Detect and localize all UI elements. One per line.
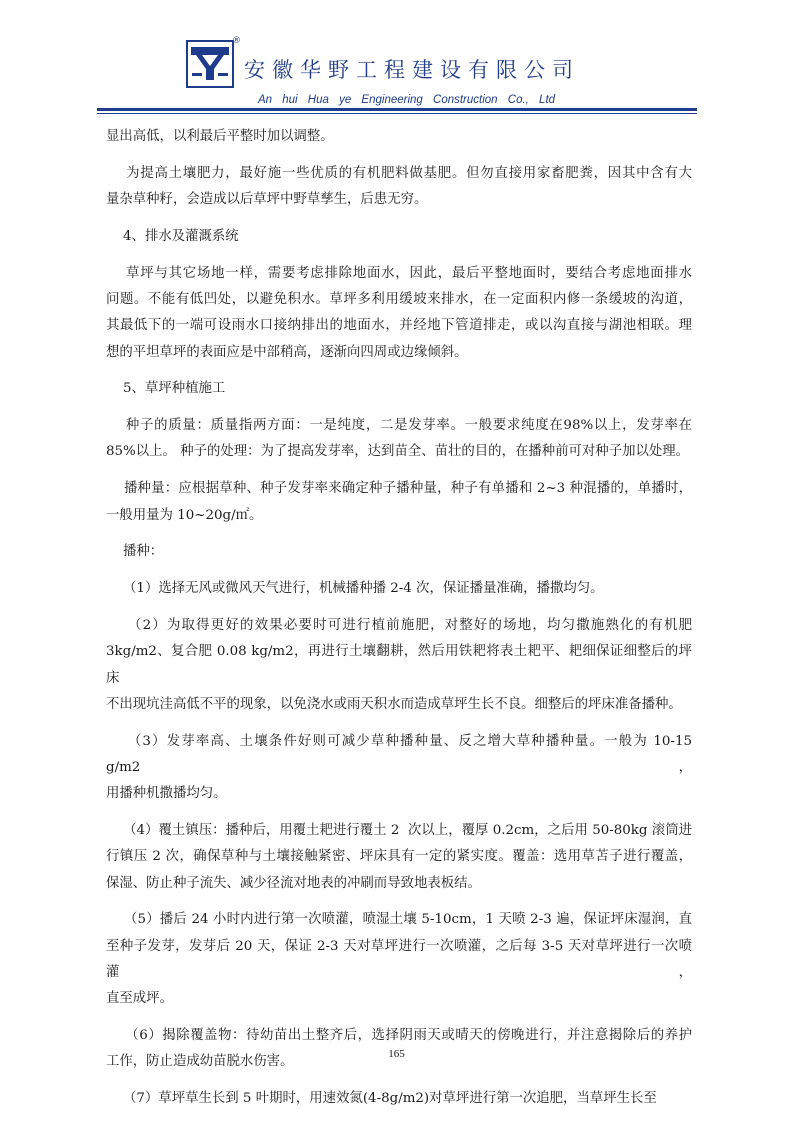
text-line: 为提高土壤肥力，最好施一些优质的有机肥料做基肥。但勿直接用家畜肥粪，因其中含有大 — [106, 165, 693, 181]
text-line: 播种量：应根据草种、种子发芽率来确定种子播种量，种子有单播和 2~3 种混播的，单播时， — [106, 481, 692, 497]
text-line: 其最低下的一端可设雨水口接纳排出的地面水，并经地下管道排走，或以沟直接与湖池相联。理 — [106, 318, 692, 334]
text-line: 显出高低，以利最后平整时加以调整。 — [106, 129, 334, 144]
page-header — [0, 0, 793, 120]
text-line: 种子的质量：质量指两方面：一是纯度，二是发芽率。一般要求纯度在98%以上，发芽率在 — [106, 418, 692, 434]
section-heading-drainage — [106, 224, 692, 250]
text-line: 3kg/m2、复合肥 0.08 kg/m2，再进行土壤翻耕，然后用铁耙将表土耙平、耙细保证细整后的坪床 — [106, 644, 692, 686]
text-line: （2）为取得更好的效果必要时可进行植前施肥，对整好的场地，均匀撒施熟化的有机肥 — [106, 617, 692, 633]
step-2 — [106, 613, 692, 718]
paragraph-seeding-label — [106, 539, 692, 565]
text-line: （4）覆土镇压：播种后，用覆土耙进行覆土 2 次以上，覆厚 0.2cm，之后用 50-80kg 滚筒进 — [106, 823, 693, 839]
registered-mark: ® — [232, 36, 241, 46]
company-name-english: An hui Hua ye Engineering Construction Co., Ltd — [258, 94, 556, 106]
text-line: （1）选择无风或微风天气进行，机械播种播 2-4 次，保证播量准确，播撒均匀。 — [106, 581, 604, 597]
text-line: 一般用量为 10~20g/㎡。 — [106, 507, 263, 523]
page-number: 165 — [388, 1048, 405, 1060]
text-line: 量杂草种籽，会造成以后草坪中野草孳生，后患无穷。 — [106, 192, 428, 208]
section-heading: 5、草坪种植施工 — [106, 381, 226, 397]
text-line: （6）揭除覆盖物：待幼苗出土整齐后，选择阴雨天或晴天的傍晚进行，并注意揭除后的养护 — [106, 1028, 692, 1044]
text-line: （7）草坪草生长到 5 叶期时，用速效氮(4-8g/m2)对草坪进行第一次追肥，当草坪生长至 — [106, 1091, 657, 1107]
paragraph-seeding-rate — [106, 476, 692, 529]
step-3 — [106, 729, 697, 808]
step-4 — [106, 818, 692, 897]
text-line: 用播种机撒播均匀。 — [106, 786, 227, 802]
section-heading-planting — [106, 376, 692, 402]
step-1 — [106, 576, 692, 602]
header-rule-thin — [97, 113, 697, 114]
text-line: 问题。不能有低凹处，以避免积水。草坪多利用缓坡来排水，在一定面积内修一条缓坡的沟道， — [106, 291, 692, 307]
text-line: 播种： — [106, 544, 164, 560]
paragraph-drainage — [106, 261, 692, 366]
text-line: 保湿、防止种子流失、减少径流对地表的冲刷而导致地表板结。 — [106, 875, 481, 891]
text-line: （3）发芽率高、土壤条件好则可减少草种播种量、反之增大草种播种量。一般为 10-15 g/m2， — [106, 733, 697, 775]
step-5 — [106, 907, 692, 1012]
text-line: 不出现坑洼高低不平的现象，以免浇水或雨天积水而造成草坪生长不良。细整后的坪床准备播种。 — [106, 696, 682, 712]
company-name-chinese: 安徽华野工程建设有限公司 — [244, 58, 580, 82]
text-line: 至种子发芽，发芽后 20 天，保证 2-3 天对草坪进行一次喷灌，之后每 3-5 天对草坪进行一次喷灌， — [106, 938, 692, 981]
text-line: 直至成坪。 — [106, 991, 173, 1007]
text-line: 工作，防止造成幼苗脱水伤害。 — [106, 1054, 294, 1070]
paragraph-seed-quality — [106, 413, 692, 466]
text-line: 85%以上。 种子的处理：为了提高发芽率，达到苗全、苗壮的目的，在播种前可对种子加以处理。 — [106, 444, 690, 460]
paragraph-fertility — [106, 161, 692, 214]
text-line: 行镇压 2 次，确保草种与土壤接触紧密、坪床具有一定的紧实度。覆盖：选用草苫子进行覆盖， — [106, 849, 692, 865]
step-7 — [106, 1086, 692, 1112]
paragraph-continuation — [106, 124, 692, 150]
hy-logo-icon — [186, 40, 234, 88]
text-line: 草坪与其它场地一样，需要考虑排除地面水，因此，最后平整地面时，要结合考虑地面排水 — [106, 265, 693, 281]
section-heading: 4、排水及灌溉系统 — [106, 228, 239, 244]
header-rule-thick — [97, 108, 697, 111]
document-body — [106, 124, 697, 1113]
text-line: 想的平坦草坪的表面应是中部稍高，逐渐向四周或边缘倾斜。 — [106, 344, 468, 360]
text-line: （5）播后 24 小时内进行第一次喷灌，喷湿土壤 5-10cm，1 天喷 2-3 遍，保证坪床湿润，直 — [106, 912, 692, 928]
